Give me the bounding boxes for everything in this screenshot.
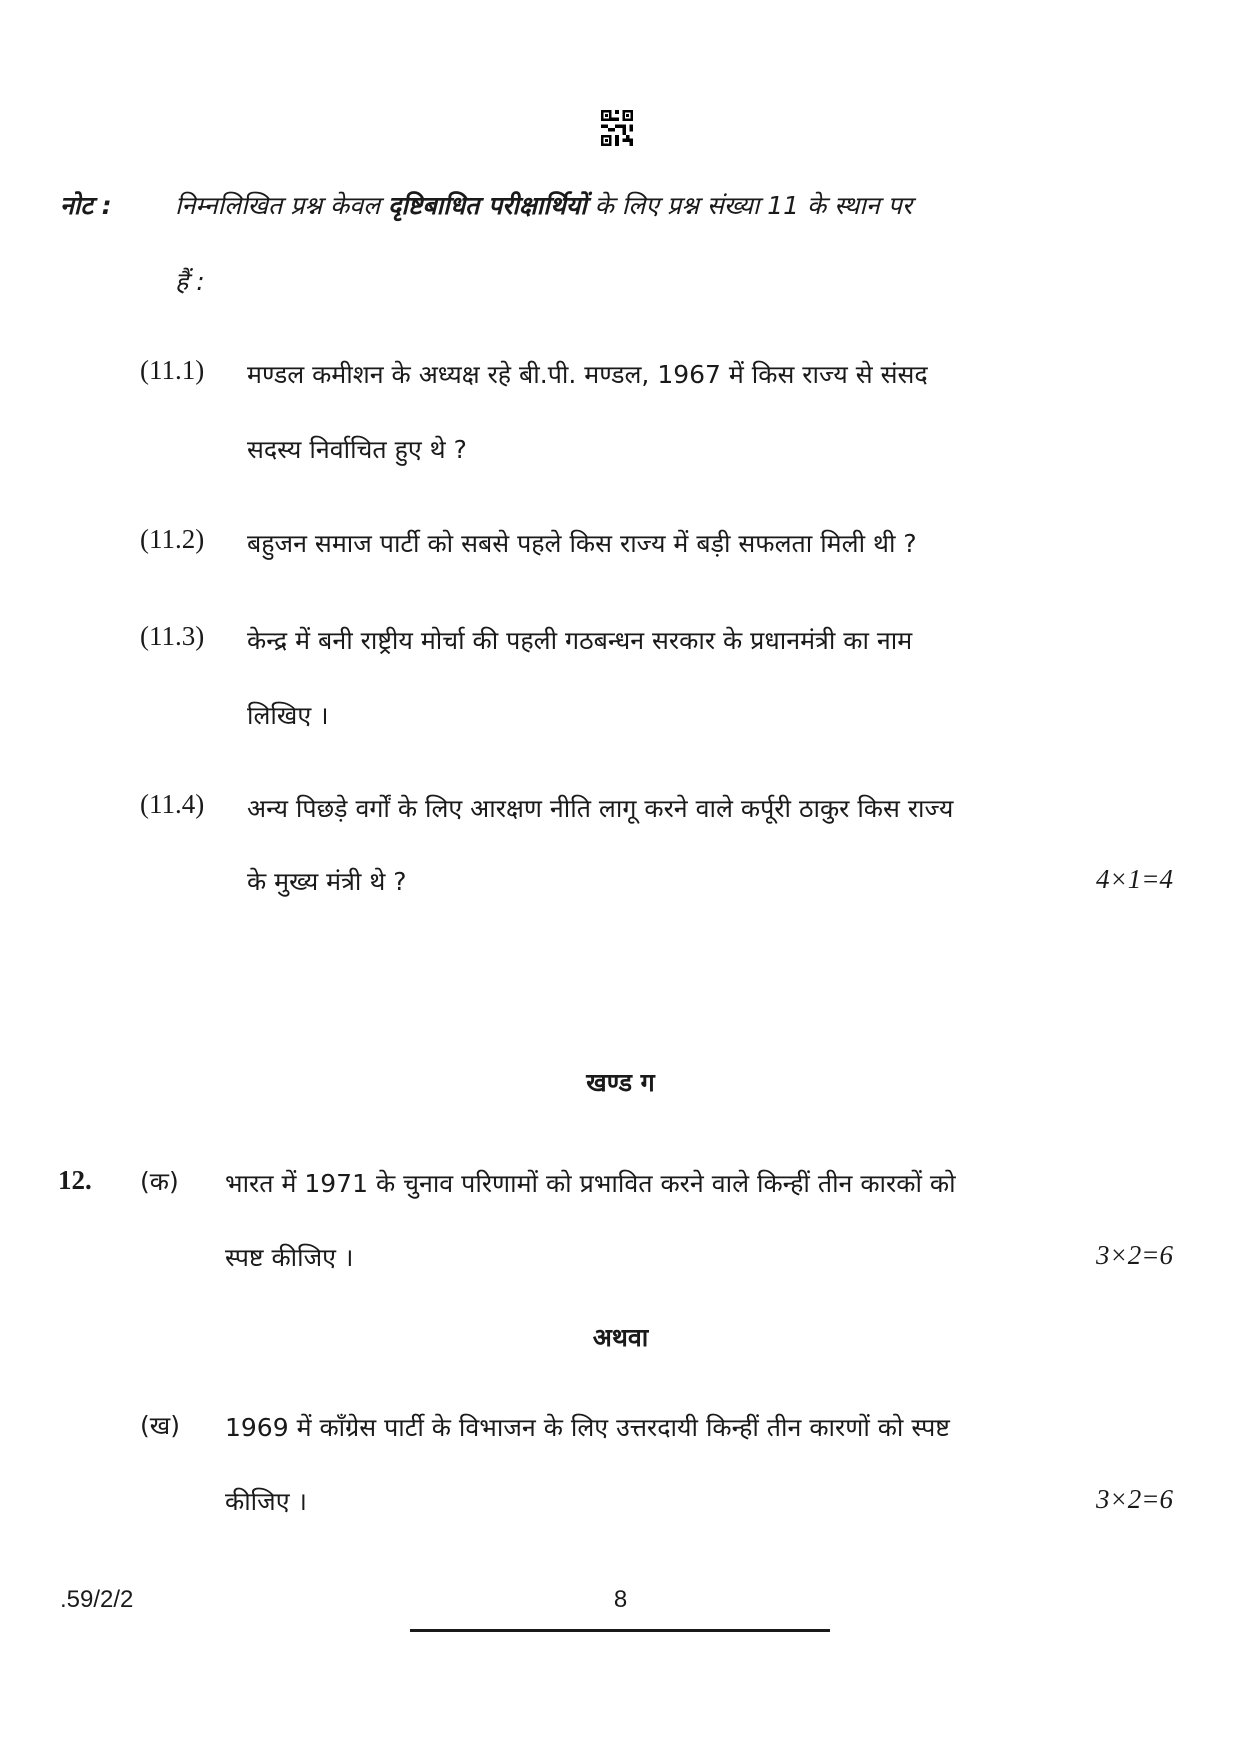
question-text: मण्डल कमीशन के अध्यक्ष रहे बी.पी. मण्डल, 1967 में किस राज्य से संसद [247, 360, 928, 389]
marks: 4×1=4 [1096, 864, 1173, 894]
question-text: भारत में 1971 के चुनाव परिणामों को प्रभावित करने वाले किन्हीं तीन कारकों को [225, 1169, 956, 1198]
footer-rule [410, 1629, 830, 1632]
question-text: केन्द्र में बनी राष्ट्रीय मोर्चा की पहली गठबन्धन सरकार के प्रधानमंत्री का नाम [247, 626, 913, 655]
option-label: (ख) [140, 1411, 180, 1440]
note-label: नोट : [60, 191, 112, 220]
question-number: 12. [58, 1165, 92, 1195]
note-text-part2: के लिए प्रश्न संख्या 11 के स्थान पर [586, 191, 913, 220]
question-number: (11.4) [140, 789, 205, 819]
question-text: लिखिए । [247, 701, 329, 730]
question-number: (11.3) [140, 621, 205, 651]
marks: 3×2=6 [1096, 1240, 1173, 1270]
note-text-part1: निम्नलिखित प्रश्न केवल [175, 191, 389, 220]
page-number: 8 [613, 1586, 628, 1613]
note-text [175, 188, 912, 222]
question-text: सदस्य निर्वाचित हुए थे ? [247, 435, 467, 464]
note-text-line2: हैं : [175, 267, 205, 296]
question-text: अन्य पिछड़े वर्गों के लिए आरक्षण नीति लागू करने वाले कर्पूरी ठाकुर किस राज्य [247, 794, 954, 823]
qr-code-icon [601, 110, 633, 146]
question-number: (11.2) [140, 524, 205, 554]
question-text: के मुख्य मंत्री थे ? [247, 867, 407, 896]
section-title: खण्ड ग [586, 1068, 655, 1097]
note-text-bold: दृष्टिबाधित परीक्षार्थियों [388, 191, 587, 220]
marks: 3×2=6 [1096, 1484, 1173, 1514]
question-number: (11.1) [140, 355, 205, 385]
question-text: स्पष्ट कीजिए । [225, 1243, 354, 1272]
option-label: (क) [140, 1167, 179, 1196]
question-text: कीजिए । [225, 1487, 307, 1516]
question-text: 1969 में काँग्रेस पार्टी के विभाजन के लिए उत्तरदायी किन्हीं तीन कारणों को स्पष्ट [225, 1413, 950, 1442]
question-text: बहुजन समाज पार्टी को सबसे पहले किस राज्य में बड़ी सफलता मिली थी ? [247, 529, 917, 558]
or-separator: अथवा [592, 1323, 649, 1352]
paper-code: .59/2/2 [60, 1586, 134, 1613]
